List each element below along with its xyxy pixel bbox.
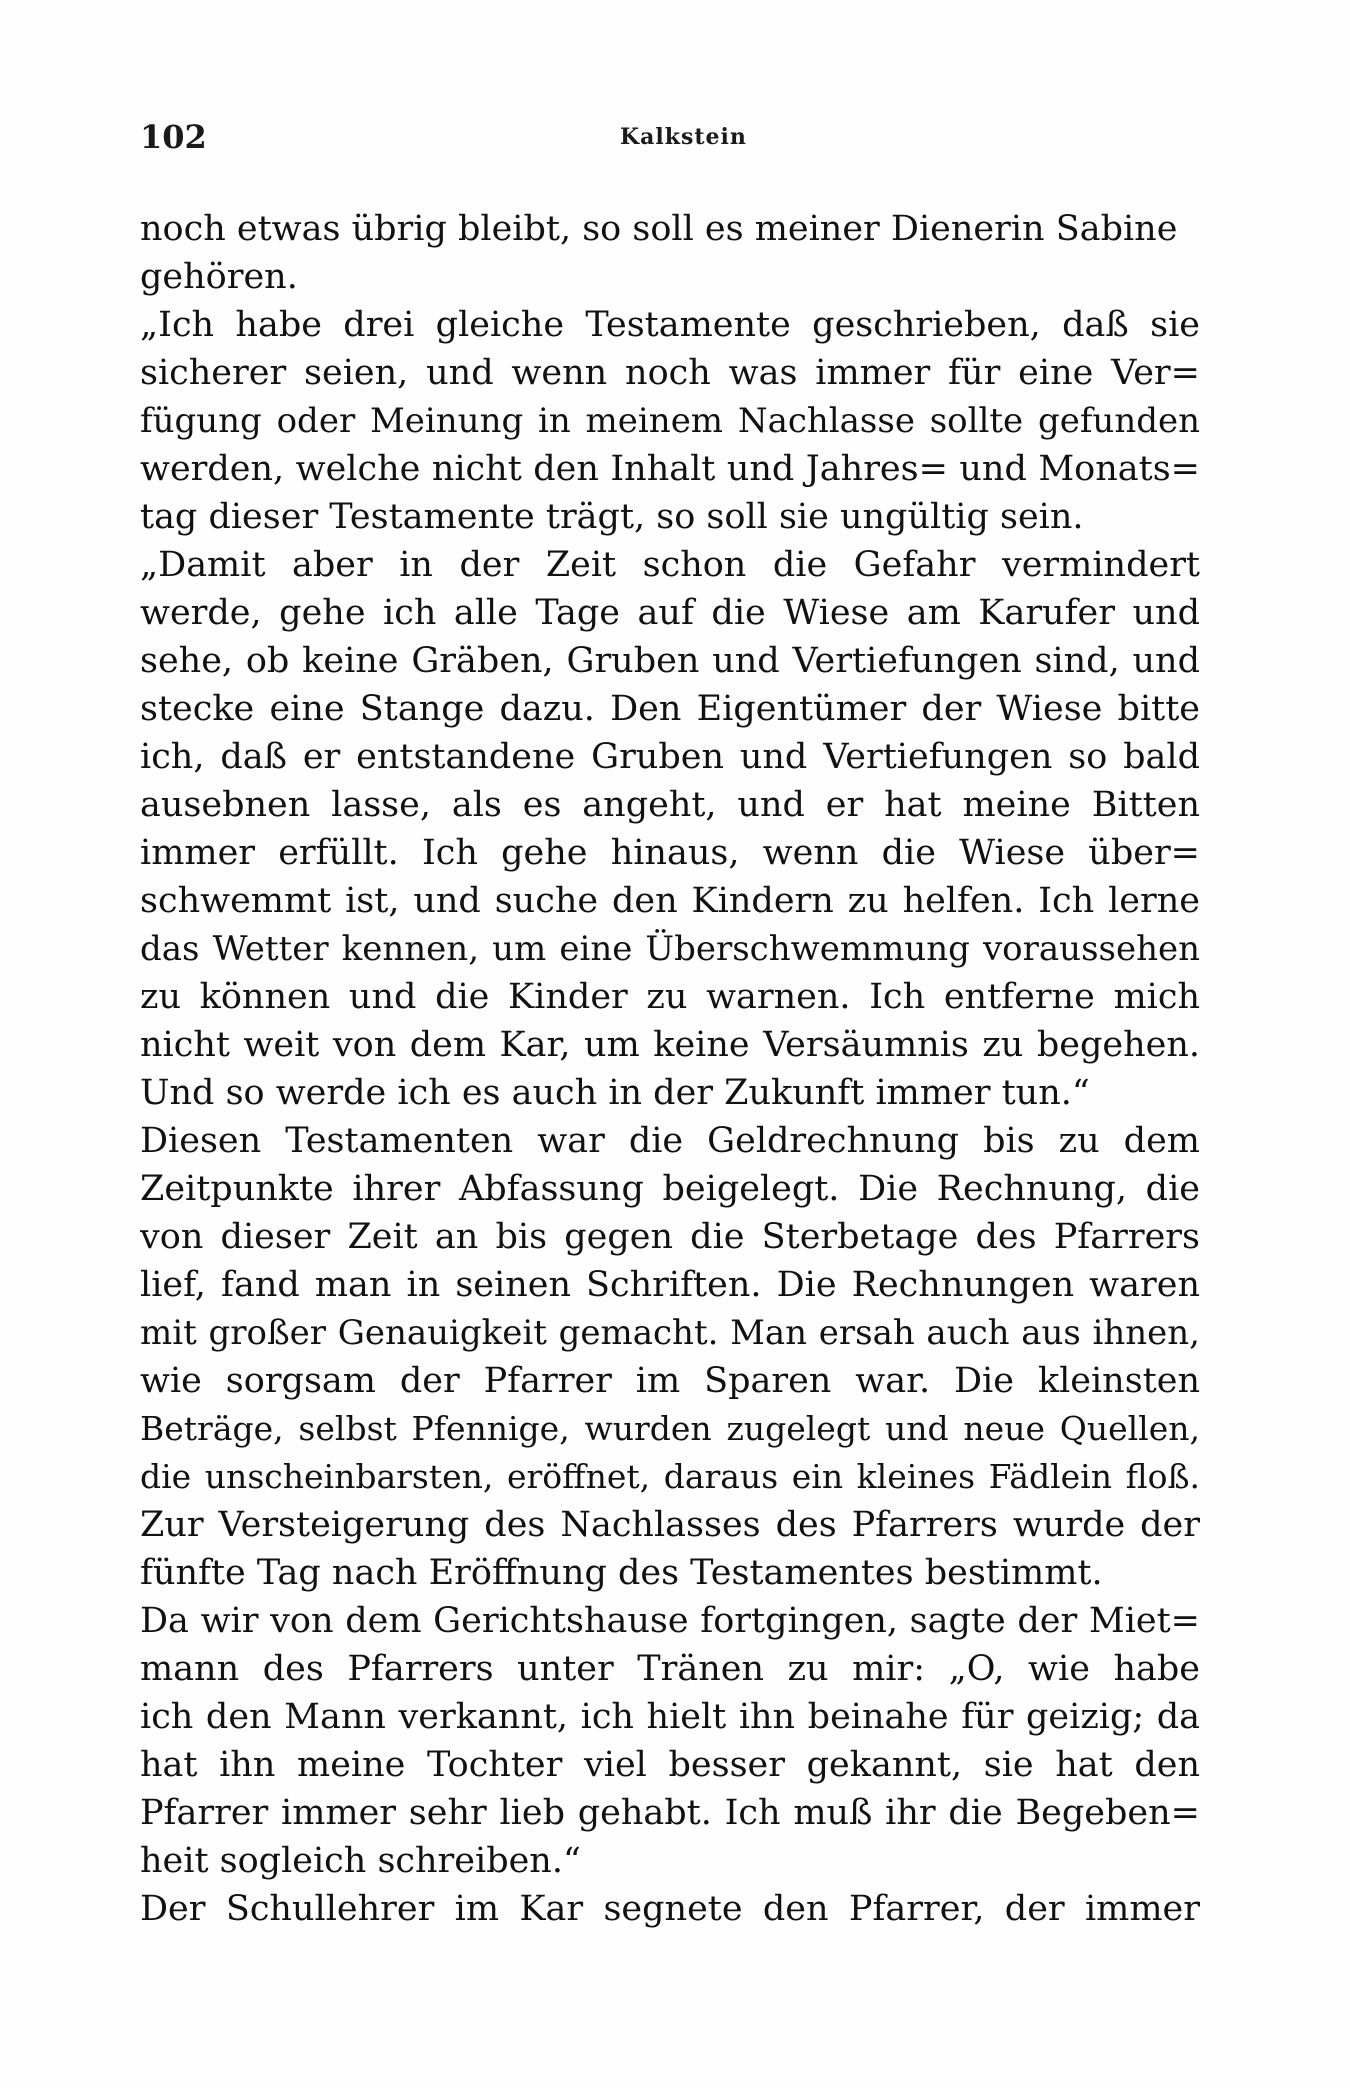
text-line: wie sorgsam der Pfarrer im Sparen war. Die kleinsten: [140, 1361, 1200, 1401]
text-line: „Damit aber in der Zeit schon die Gefahr vermindert: [140, 545, 1200, 585]
text-line: ich den Mann verkannt, ich hielt ihn beinahe für geizig; da: [140, 1697, 1200, 1737]
text-line: Und so werde ich es auch in der Zukunft immer tun.“: [140, 1073, 1090, 1113]
text-line: fügung oder Meinung in meinem Nachlasse sollte gefunden: [140, 401, 1200, 441]
text-line: zu können und die Kinder zu warnen. Ich entferne mich: [140, 977, 1200, 1017]
text-line: „Ich habe drei gleiche Testamente geschrieben, daß sie: [140, 305, 1200, 345]
text-line: Diesen Testamenten war die Geldrechnung bis zu dem: [140, 1121, 1200, 1161]
text-line: werden, welche nicht den Inhalt und Jahres= und Monats=: [140, 449, 1200, 489]
text-line: ich, daß er entstandene Gruben und Vertiefungen so bald: [140, 737, 1200, 777]
text-line: von dieser Zeit an bis gegen die Sterbetage des Pfarrers: [140, 1217, 1200, 1257]
text-line: das Wetter kennen, um eine Überschwemmung voraussehen: [140, 929, 1200, 969]
running-title: Kalkstein: [620, 124, 747, 150]
text-line: mann des Pfarrers unter Tränen zu mir: „O, wie habe: [140, 1649, 1200, 1689]
text-line: lief, fand man in seinen Schriften. Die Rechnungen waren: [140, 1265, 1200, 1305]
text-line: werde, gehe ich alle Tage auf die Wiese am Karufer und: [140, 593, 1200, 633]
text-line: mit großer Genauigkeit gemacht. Man ersah auch aus ihnen,: [140, 1313, 1200, 1353]
text-line: Beträge, selbst Pfennige, wurden zugelegt und neue Quellen,: [140, 1409, 1200, 1448]
text-line: heit sogleich schreiben.“: [140, 1841, 581, 1881]
text-line: sehe, ob keine Gräben, Gruben und Vertiefungen sind, und: [140, 641, 1200, 681]
body-text: [140, 205, 1200, 1933]
text-line: stecke eine Stange dazu. Den Eigentümer der Wiese bitte: [140, 689, 1200, 729]
text-line: tag dieser Testamente trägt, so soll sie ungültig sein.: [140, 497, 1084, 537]
text-line: die unscheinbarsten, eröffnet, daraus ein kleines Fädlein floß.: [140, 1457, 1200, 1496]
text-line: immer erfüllt. Ich gehe hinaus, wenn die Wiese über=: [140, 833, 1200, 873]
text-line: Pfarrer immer sehr lieb gehabt. Ich muß ihr die Begeben=: [140, 1793, 1200, 1833]
page-header: [140, 118, 1200, 158]
text-line: schwemmt ist, und suche den Kindern zu helfen. Ich lerne: [140, 881, 1200, 921]
text-line: nicht weit von dem Kar, um keine Versäumnis zu begehen.: [140, 1025, 1200, 1065]
text-line: Zeitpunkte ihrer Abfassung beigelegt. Die Rechnung, die: [140, 1169, 1200, 1209]
text-line: Da wir von dem Gerichtshause fortgingen, sagte der Miet=: [140, 1601, 1200, 1641]
text-line: ausebnen lasse, als es angeht, und er hat meine Bitten: [140, 785, 1200, 825]
text-line: Der Schullehrer im Kar segnete den Pfarrer, der immer: [140, 1889, 1200, 1929]
text-line: sicherer seien, und wenn noch was immer für eine Ver=: [140, 353, 1200, 393]
text-line: hat ihn meine Tochter viel besser gekannt, sie hat den: [140, 1745, 1200, 1785]
page-number: 102: [140, 118, 207, 156]
text-line: gehören.: [140, 257, 298, 297]
text-line: noch etwas übrig bleibt, so soll es meiner Dienerin Sabine: [140, 209, 1178, 249]
text-line: fünfte Tag nach Eröffnung des Testamentes bestimmt.: [140, 1553, 1103, 1593]
text-line: Zur Versteigerung des Nachlasses des Pfarrers wurde der: [140, 1505, 1200, 1545]
